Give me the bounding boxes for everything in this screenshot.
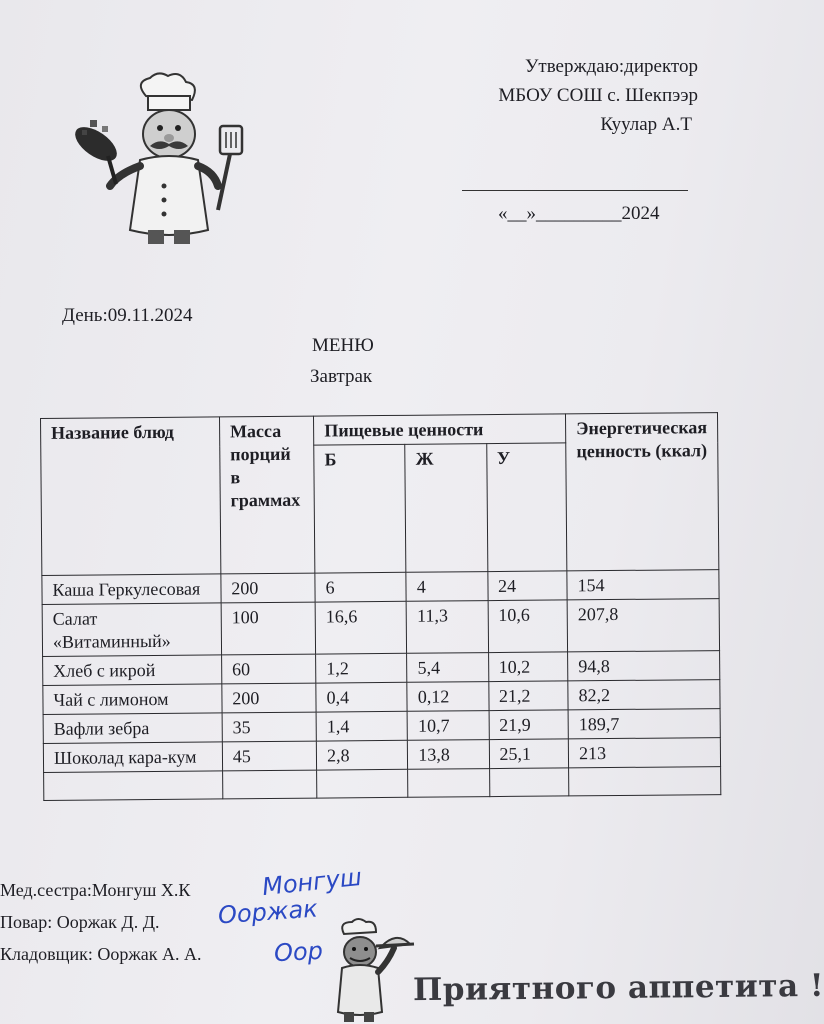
cell-energy: 82,2 [568,680,720,710]
approval-signature-line [462,190,688,191]
approval-line-1: Утверждаю:директор [524,56,698,77]
cell-b: 2,8 [316,740,407,770]
menu-title: МЕНЮ [312,335,374,356]
cell-mass: 100 [221,602,316,655]
menu-table [40,412,721,801]
meal-name: Завтрак [310,366,373,387]
chef-illustration [68,76,258,256]
cell-energy: 154 [567,570,719,600]
cell-u: 24 [487,571,567,601]
cell-mass: 45 [222,741,316,771]
approval-line-2: МБОУ СОШ с. Шекпээр [498,85,698,106]
signature-nurse: Монгуш [260,862,364,902]
signature-cook: Ооржак [217,894,319,930]
cell-b: 1,2 [316,653,407,683]
cell-u: 10,2 [488,652,568,682]
cell-name: Каша Геркулесовая [42,574,221,605]
approval-block [498,52,698,139]
cell-mass: 60 [221,654,315,684]
cell-b: 16,6 [315,601,407,654]
bon-appetit-text: Приятного аппетита ! [412,967,824,1009]
cell-name: Салат «Витаминный» [42,603,221,657]
header-nutrition: Пищевые ценности [314,414,566,445]
cell-name: Чай с лимоном [43,684,222,715]
header-b: Б [314,444,406,573]
header-mass: Масса порций в граммах [219,416,315,574]
cell-energy: 189,7 [568,709,720,739]
header-u: У [486,443,567,572]
cell-b: 1,4 [316,711,407,741]
cell-name: Вафли зебра [43,713,222,744]
header-name: Название блюд [41,417,221,576]
cell-name: Шоколад кара-кум [43,742,222,773]
table-row [42,599,719,657]
cell-mass: 35 [222,712,316,742]
cell-energy: 213 [568,738,720,768]
header-zh: Ж [405,444,487,573]
approval-line-3: Куулар А.Т [600,114,692,135]
cell-empty [317,769,408,798]
menu-day: День:09.11.2024 [62,305,193,326]
cell-empty [569,767,721,796]
cell-zh: 0,12 [407,682,488,712]
cell-zh: 4 [406,572,487,602]
table-row-empty [44,767,721,801]
cell-empty [222,770,316,799]
staff-cook: Повар: Ооржак Д. Д. [0,912,160,932]
cell-b: 0,4 [316,682,407,712]
cell-zh: 10,7 [407,711,488,741]
staff-storekeeper: Кладовщик: Ооржак А. А. [0,944,202,964]
cell-zh: 13,8 [408,740,489,770]
staff-nurse: Мед.сестра:Монгуш Х.К [0,880,191,900]
cell-mass: 200 [221,573,315,603]
cell-u: 25,1 [489,739,569,769]
cell-zh: 5,4 [407,653,488,683]
cell-energy: 94,8 [568,651,720,681]
header-energy: Энергетическая ценность (ккал) [566,413,719,571]
signature-storekeeper: Оор [273,936,324,968]
chef-with-tray-illustration [322,918,416,1024]
cell-u: 21,2 [488,681,568,711]
cell-empty [44,771,223,801]
cell-b: 6 [315,572,406,602]
cell-u: 10,6 [488,600,568,653]
cell-empty [408,769,489,798]
cell-u: 21,9 [489,710,569,740]
cell-energy: 207,8 [567,599,719,652]
approval-date: «__»_________2024 [498,203,660,224]
cell-mass: 200 [222,683,316,713]
cell-zh: 11,3 [406,601,488,654]
cell-empty [489,768,569,797]
cell-name: Хлеб с икрой [43,655,222,686]
